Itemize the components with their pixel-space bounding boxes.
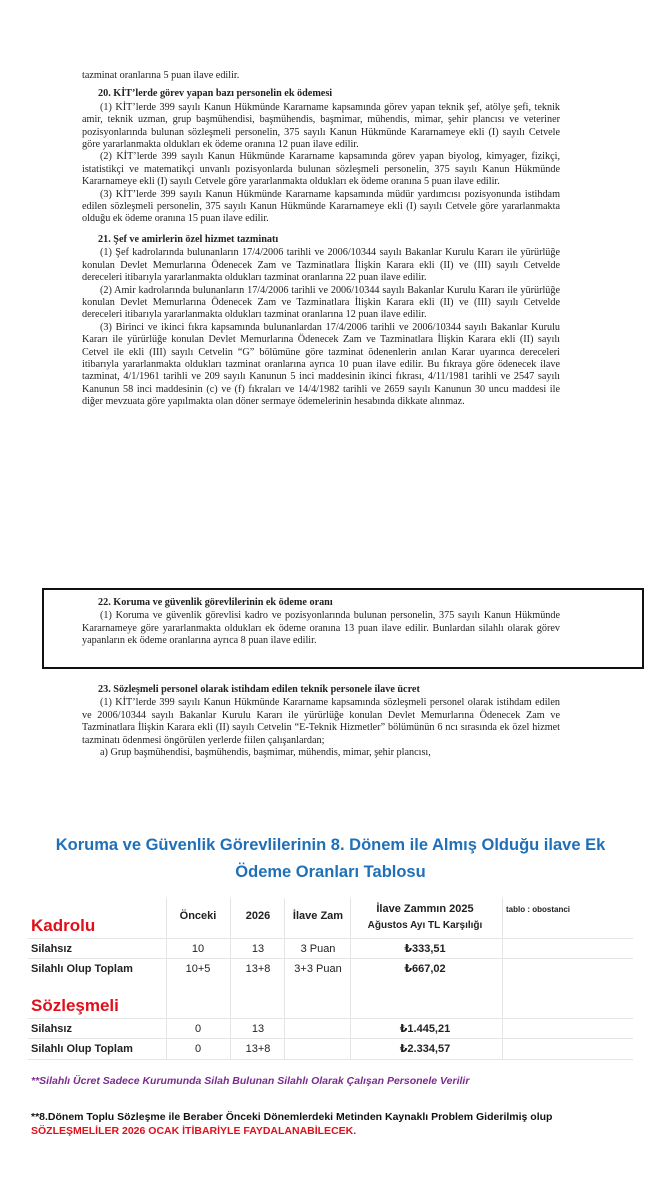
row-label: Silahsız [31, 1023, 72, 1035]
grid-line [350, 898, 351, 1060]
section-title: 22. Koruma ve güvenlik görevlilerinin ek ödeme oranı [98, 597, 333, 608]
row-label: Silahsız [31, 943, 72, 955]
table-row [28, 1038, 633, 1060]
section-22 [82, 597, 560, 648]
cell-onceki: 10+5 [185, 963, 211, 975]
table-row [28, 958, 633, 979]
section-title: 20. KİT’lerde görev yapan bazı personelin ek ödemesi [98, 88, 333, 100]
note-8-donem: **8.Dönem Toplu Sözleşme ile Beraber Önceki Dönemlerdeki Metinden Kaynaklı Problem Giderilmiş olup [31, 1111, 553, 1123]
cell-tl: ₺2.334,57 [399, 1043, 451, 1055]
group-kadrolu: Kadrolu [31, 916, 96, 935]
table-title [28, 832, 633, 886]
paragraph: (1) Koruma ve güvenlik görevlisi kadro ve pozisyonlarında bulunan personelin, 375 sayılı Kanun Hükmünde Kararnameye göre yararlanmakta oldukları ek ödeme oranına 13 puan ilave edilir. Bunlardan silahlı olarak görev yapanların ek ödeme oranlarına ayrıca 8 puan ilave edilir. [82, 610, 560, 647]
grid-line [502, 898, 503, 1060]
section-20 [82, 88, 560, 225]
cell-2026: 13 [251, 1023, 265, 1035]
table-title-line-1: Koruma ve Güvenlik Görevlilerinin 8. Dönem ile Almış Olduğu ilave Ek [55, 836, 606, 854]
note-sozlesmeliler: SÖZLEŞMELİLER 2026 OCAK İTİBARİYLE FAYDALANABİLECEK. [31, 1125, 357, 1137]
section-21 [82, 234, 560, 409]
header-ilave-tl-1: İlave Zammın 2025 [376, 903, 474, 915]
cell-onceki: 0 [194, 1023, 202, 1035]
row-label: Silahlı Olup Toplam [31, 1043, 133, 1055]
grid-line [230, 898, 231, 1060]
cell-tl: ₺333,51 [404, 943, 446, 955]
grid-line [166, 898, 167, 1060]
header-2026: 2026 [245, 910, 271, 922]
paragraph: (3) KİT’lerde 399 sayılı Kanun Hükmünde Kararname kapsamında müdür yardımcısı pozisyonunda istihdam edilen sözleşmeli personelin, 375 sayılı Kanun Hükmünde Kararnameye ekli (I) sayılı Cetvele göre yararlanmakta olduğu ek ödeme oranına 15 puan ilave edilir. [82, 188, 560, 225]
cell-2026: 13+8 [245, 963, 271, 975]
cell-tl: ₺1.445,21 [399, 1023, 451, 1035]
grid-line [284, 898, 285, 1060]
note-silahli: **Silahlı Ücret Sadece Kurumunda Silah Bulunan Silahlı Olarak Çalışan Personele Verilir [31, 1075, 470, 1087]
document-body [82, 70, 560, 417]
table-credit: tablo : obostanci [506, 905, 570, 914]
paragraph: (1) KİT’lerde 399 sayılı Kanun Hükmünde Kararname kapsamında sözleşmeli personel olarak istihdam edilen ve 2006/10344 sayılı Bakanlar Kurulu Kararı ile yürürlüğe konulan Devlet Memurlarına Ödenecek Zam ve Tazminatlara İlişkin Karara ekli (II) sayılı Cetvelin “E-Teknik Hizmetler” bölümünün 6 ncı sırasında ek özel hizmet tazminatı ödenmesi öngörülen yerlerde fiilen çalışanlardan; [82, 697, 560, 746]
cell-2026: 13 [251, 943, 265, 955]
section-title: 23. Sözleşmeli personel olarak istihdam edilen teknik personele ilave ücret [98, 684, 420, 695]
table-row [28, 1018, 633, 1039]
paragraph: (2) KİT’lerde 399 sayılı Kanun Hükmünde Kararname kapsamında görev yapan biyolog, kimyager, fizikçi, istatistikçi ve matematikçi unvanlı pozisyonlarda bulunan sözleşmeli personelin, 375 sayılı Kanun Hükmünde Kararnameye ekli (I) sayılı Cetvele göre yararlanmakta oldukları ek ödeme oranına 5 puan ilave edilir. [82, 151, 560, 188]
cell-zam: 3+3 Puan [294, 963, 342, 975]
header-onceki: Önceki [179, 910, 217, 922]
paragraph: (1) Şef kadrolarında bulunanların 17/4/2006 tarihli ve 2006/10344 sayılı Bakanlar Kurulu Kararı ile yürürlüğe konulan Devlet Memurlarına Ödenecek Zam ve Tazminatlara İlişkin Karara ekli (II) ve (III) sayılı Cetvelde dereceleri itibarıyla yararlanmakta oldukları tazminat oranlarına 22 puan ilave edilir. [82, 247, 560, 284]
paragraph: (3) Birinci ve ikinci fıkra kapsamında bulunanlardan 17/4/2006 tarihli ve 2006/10344 sayılı Bakanlar Kurulu Kararı ile yürürlüğe konulan Devlet Memurlarına Ödenecek Zam ve Tazminatlara İlişkin Karara ekli (II) sayılı Cetvel ile ekli (III) sayılı Cetvelin “G” bölümüne göre tazminat ödenenlerin anılan Karar uyarınca dereceleri itibarıyla yararlanmakta oldukları tazminat oranlarına ayrıca 10 puan ilave edilir. Bu fıkraya göre ödenecek ilave tazminat, 4/1/1961 tarihli ve 209 sayılı Kanunun 5 inci maddesinin ikinci fıkrası, 4/11/1981 tarihli ve 2547 sayılı Kanunun 58 inci maddesinin (c) ve (f) fıkraları ve 14/4/1982 tarihli ve 2659 sayılı Kanunun 30 uncu maddesi ile diğer mevzuata göre yapılmakta olan döner sermaye ödemelerinin hesabında dikkate alınmaz. [82, 321, 560, 408]
paragraph-item-a: a) Grup başmühendisi, başmühendis, başmimar, mühendis, mimar, şehir plancısı, [100, 747, 431, 759]
cell-zam [286, 1039, 350, 1059]
paragraph: (2) Amir kadrolarında bulunanların 17/4/2006 tarihli ve 2006/10344 sayılı Bakanlar Kurulu Kararı ile yürürlüğe konulan Devlet Memurlarına Ödenecek Zam ve Tazminatlara İlişkin Karara ekli (II) ve (III) sayılı Cetvelde dereceleri itibarıyla yararlanmakta oldukları tazminat oranlarına 12 puan ilave edilir. [82, 284, 560, 321]
table-title-line-2: Ödeme Oranları Tablosu [235, 863, 426, 881]
top-line: tazminat oranlarına 5 puan ilave edilir. [82, 70, 240, 81]
cell-onceki: 0 [194, 1043, 202, 1055]
cell-zam [286, 1019, 350, 1039]
row-label: Silahlı Olup Toplam [31, 963, 133, 975]
group-sozlesmeli: Sözleşmeli [31, 996, 119, 1015]
cell-zam: 3 Puan [300, 943, 336, 955]
paragraph: (1) KİT’lerde 399 sayılı Kanun Hükmünde Kararname kapsamında görev yapan teknik şef, atölye şefi, teknik amir, teknik uzman, grup başmühendisi, başmühendis, başmimar, mühendis, mimar, şehir plancısı ve veteriner pozisyonlarında bulunan sözleşmeli personelin, 375 sayılı Kanun Hükmünde Kararnameye ekli (I) sayılı Cetvele göre yararlanmakta oldukları ek ödeme oranına 12 puan ilave edilir. [82, 101, 560, 151]
rates-table-panel [28, 820, 633, 1160]
cell-onceki: 10 [191, 943, 205, 955]
section-title: 21. Şef ve amirlerin özel hizmet tazminatı [98, 233, 279, 245]
header-ilave-zam: İlave Zam [292, 910, 344, 922]
section-23 [82, 684, 560, 759]
table-row [28, 938, 633, 959]
cell-2026: 13+8 [245, 1043, 271, 1055]
cell-tl: ₺667,02 [404, 963, 446, 975]
header-ilave-tl-2: Ağustos Ayı TL Karşılığı [367, 920, 483, 931]
